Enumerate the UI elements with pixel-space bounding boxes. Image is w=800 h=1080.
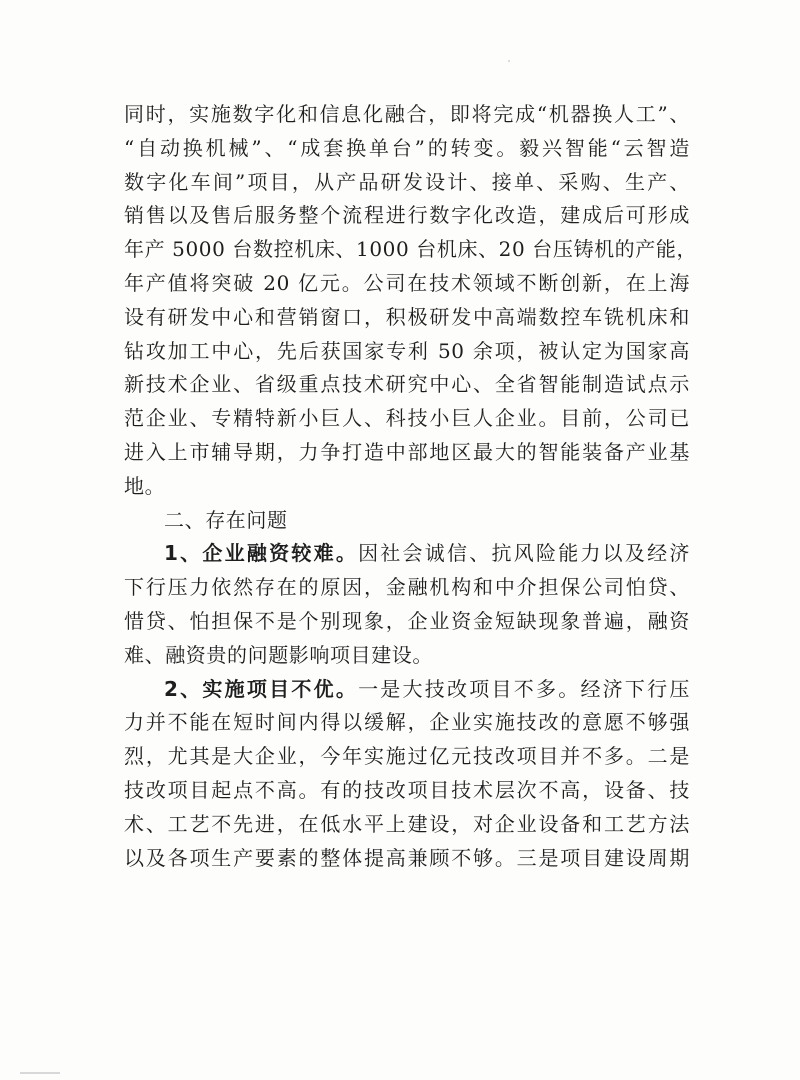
scan-speck	[508, 60, 510, 62]
paragraph-line: 年产值将突破 20 亿元。公司在技术领域不断创新，在上海	[124, 270, 690, 295]
issue-2-title: 2、实施项目不优。	[164, 676, 359, 701]
section-heading: 二、存在问题	[164, 507, 288, 532]
paragraph-line: 力并不能在短时间内得以缓解，企业实施技改的意愿不够强	[124, 710, 690, 735]
scan-edge-mark	[20, 1072, 60, 1074]
paragraph-line: 惜贷、怕担保不是个别现象，企业资金短缺现象普遍，融资	[124, 608, 690, 633]
issue-2-text: 一是大技改项目不多。经济下行压	[358, 676, 690, 701]
paragraph-line: 技改项目起点不高。有的技改项目技术层次不高，设备、技	[124, 777, 690, 802]
paragraph-line: 下行压力依然存在的原因，金融机构和中介担保公司怕贷、	[124, 575, 690, 600]
paragraph-line: 同时，实施数字化和信息化融合，即将完成“机器换人工”、	[124, 102, 690, 126]
paragraph-line: 烈，尤其是大企业，今年实施过亿元技改项目并不多。二是	[124, 744, 690, 769]
paragraph-line: 钻攻加工中心，先后获国家专利 50 余项，被认定为国家高	[124, 338, 690, 363]
paragraph-line: 难、融资贵的问题影响项目建设。	[124, 642, 433, 667]
paragraph-line: 销售以及售后服务整个流程进行数字化改造，建成后可形成	[124, 203, 690, 228]
paragraph-line: 进入上市辅导期，力争打造中部地区最大的智能装备产业基	[124, 439, 690, 464]
paragraph-line: “自动换机械”、“成套换单台”的转变。毅兴智能“云智造	[124, 135, 690, 160]
paragraph-line: 新技术企业、省级重点技术研究中心、全省智能制造试点示	[124, 372, 690, 397]
issue-1-text: 因社会诚信、抗风险能力以及经济	[358, 541, 690, 566]
issue-1-first-line	[124, 537, 690, 571]
paragraph-line: 以及各项生产要素的整体提高兼顾不够。三是项目建设周期	[124, 845, 690, 870]
paragraph-line: 设有研发中心和营销窗口，积极研发中高端数控车铣机床和	[124, 304, 690, 329]
paragraph-line: 术、工艺不先进，在低水平上建设，对企业设备和工艺方法	[124, 811, 690, 836]
paragraph-line: 范企业、专精特新小巨人、科技小巨人企业。目前，公司已	[124, 406, 690, 431]
issue-1-title: 1、企业融资较难。	[164, 541, 359, 566]
document-body	[124, 98, 698, 875]
issue-2-first-line	[124, 673, 690, 707]
paragraph-line: 年产 5000 台数控机床、1000 台机床、20 台压铸机的产能，	[124, 237, 698, 262]
paragraph-line: 地。	[124, 473, 166, 498]
paragraph-line: 数字化车间”项目，从产品研发设计、接单、采购、生产、	[124, 169, 690, 194]
